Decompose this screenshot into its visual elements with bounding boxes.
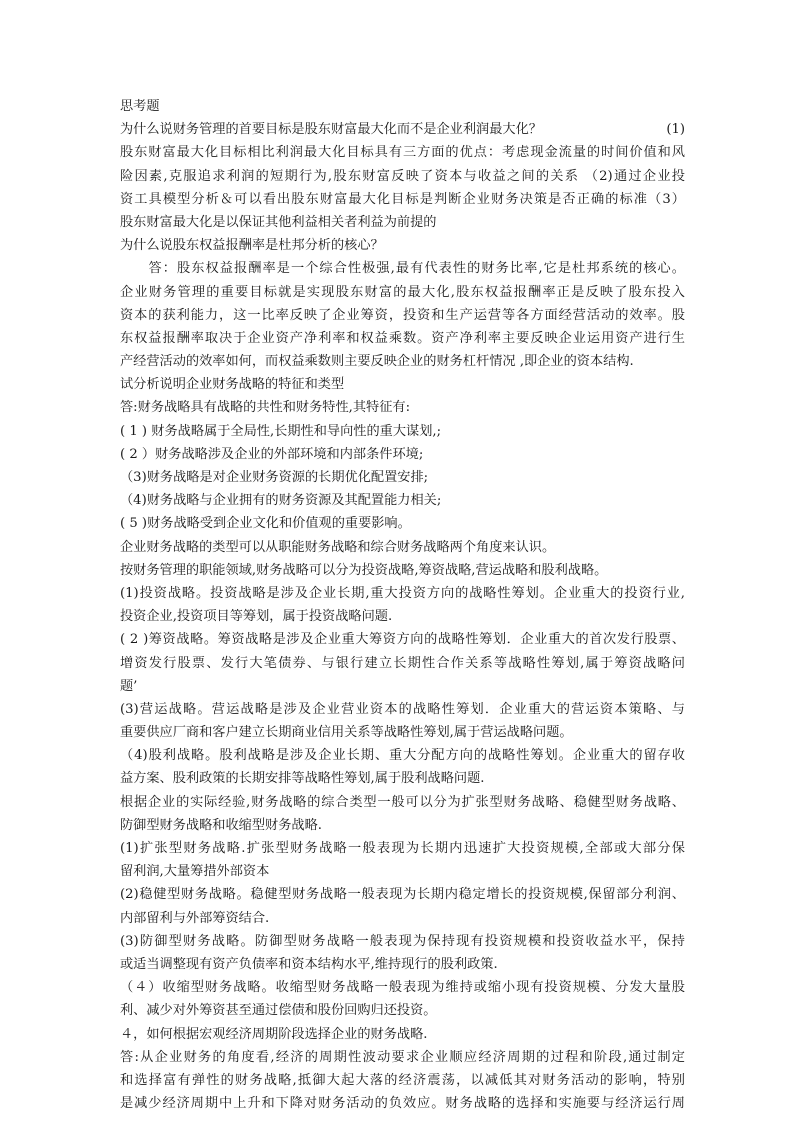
question-1 <box>120 118 685 141</box>
text-line: 险因素,克服追求利润的短期行为,股东财富反映了资本与收益之间的关系 （2)通过企业投 <box>120 168 685 184</box>
text-line: 根据企业的实际经验,财务战略的综合类型一般可以分为扩张型财务战略、稳健型财务战略、 <box>120 794 685 810</box>
text-line: (1)扩张型财务战略.扩张型财务战略一般表现为长期内迅速扩大投资规模,全部或大部分保 <box>120 841 685 856</box>
question-1-text: 为什么说财务管理的首要目标是股东财富最大化而不是企业利润最大化？ <box>120 122 542 138</box>
text-line: 利、减少对外筹资甚至通过偿债和股份回购归还投资。 <box>120 1003 437 1019</box>
text-line: 企业财务战略的类型可以从职能财务战略和综合财务战略两个角度来认识。 <box>120 539 556 555</box>
text-line: 或适当调整现有资产负债率和资本结构水平,维持现行的股利政策. <box>120 956 498 972</box>
text-line: 留利润,大量筹措外部资本 <box>120 864 270 880</box>
list-item: （4)财务战略与企业拥有的财务资源及其配置能力相关; <box>120 493 442 509</box>
text-line: 答:从企业财务的角度看,经济的周期性波动要求企业顺应经济周期的过程和阶段,通过制定 <box>120 1049 685 1065</box>
text-line: (3)防御型财务战略。防御型财务战略一般表现为保持现有投资规模和投资收益水平，保持 <box>120 933 685 949</box>
text-line: 内部留利与外部筹资结合. <box>120 910 270 926</box>
question-4: ４，如何根据宏观经济周期阶段选择企业的财务战略. <box>120 1026 428 1042</box>
text-line: 和选择富有弹性的财务战略,抵御大起大落的经济震荡，以减低其对财务活动的影响，特别 <box>120 1072 685 1088</box>
text-line: 按财务管理的职能领域,财务战略可以分为投资战略,筹资战略,营运战略和股利战略。 <box>120 562 608 578</box>
list-item: ( 2 ）财务战略涉及企业的外部环境和内部条件环境; <box>120 446 424 462</box>
question-2: 为什么说股东权益报酬率是杜邦分析的核心？ <box>120 238 384 254</box>
document-page <box>120 95 685 1115</box>
list-item: ( 1 ) 财务战略属于全局性,长期性和导向性的重大谋划,; <box>120 423 442 439</box>
text-line: 题’ <box>120 678 138 694</box>
text-line: 股东财富最大化是以保证其他利益相关者利益为前提的 <box>120 214 437 230</box>
text-line: (2)稳健型财务战略。稳健型财务战略一般表现为长期内稳定增长的投资规模,保留部分利润、 <box>120 887 685 903</box>
text-line: 东权益报酬率取决于企业资产净利率和权益乘数。资产净利率主要反映企业运用资产进行生 <box>120 330 685 346</box>
list-item: （3)财务战略是对企业财务资源的长期优化配置安排; <box>120 470 429 485</box>
text-line: 企业财务管理的重要目标就是实现股东财富的最大化,股东权益报酬率正是反映了股东投入 <box>120 284 685 300</box>
text-line: 产经营活动的效率如何，而权益乘数则主要反映企业的财务杠杆情况 ,即企业的资本结构. <box>120 354 634 370</box>
text-line: 股东财富最大化目标相比利润最大化目标具有三方面的优点：考虑现金流量的时间价值和风 <box>120 145 685 161</box>
text-line: 益方案、股利政策的长期安排等战略性筹划,属于股利战略问题. <box>120 771 485 787</box>
text-line: 防御型财务战略和收缩型财务战略. <box>120 817 323 833</box>
text-line: 资工具模型分析＆可以看出股东财富最大化目标是判断企业财务决策是否正确的标准（3） <box>120 191 685 207</box>
text-line: (3)营运战略。营运战略是涉及企业营业资本的战略性筹划．企业重大的营运资本策略、与 <box>120 701 685 717</box>
text-line: 增资发行股票、发行大笔债券、与银行建立长期性合作关系等战略性筹划,属于筹资战略问 <box>120 655 685 671</box>
question-3: 试分析说明企业财务战略的特征和类型 <box>120 377 345 393</box>
text-line: 资本的获利能力，这一比率反映了企业筹资，投资和生产运营等各方面经营活动的效率。股 <box>120 307 685 323</box>
text-line: ( 2 )筹资战略。筹资战略是涉及企业重大筹资方向的战略性筹划．企业重大的首次发行股票、 <box>120 632 685 648</box>
text-line: (1)投资战略。投资战略是涉及企业长期,重大投资方向的战略性筹划。企业重大的投资行业, <box>120 585 685 601</box>
text-line: 答:财务战略具有战略的共性和财务特性,其特征有: <box>120 400 411 416</box>
heading-thinking-questions: 思考题 <box>120 99 160 114</box>
list-item: ( 5 )财务战略受到企业文化和价值观的重要影响。 <box>120 516 411 532</box>
text-line: （４）收缩型财务战略。收缩型财务战略一般表现为维持或缩小现有投资规模、分发大量股 <box>120 980 685 996</box>
text-line: 投资企业,投资项目等筹划，属于投资战略问题. <box>120 609 393 625</box>
question-1-number: (1) <box>666 122 685 138</box>
text-line: （4)股利战略。股利战略是涉及企业长期、重大分配方向的战略性筹划。企业重大的留存收 <box>120 748 685 764</box>
text-line: 是减少经济周期中上升和下降对财务活动的负效应。财务战略的选择和实施要与经济运行周 <box>120 1096 685 1112</box>
text-line: 重要供应厂商和客户建立长期商业信用关系等战略性筹划,属于营运战略问题。 <box>120 725 573 741</box>
text-line: 答：股东权益报酬率是一个综合性极强,最有代表性的财务比率,它是杜邦系统的核心。 <box>120 261 685 277</box>
